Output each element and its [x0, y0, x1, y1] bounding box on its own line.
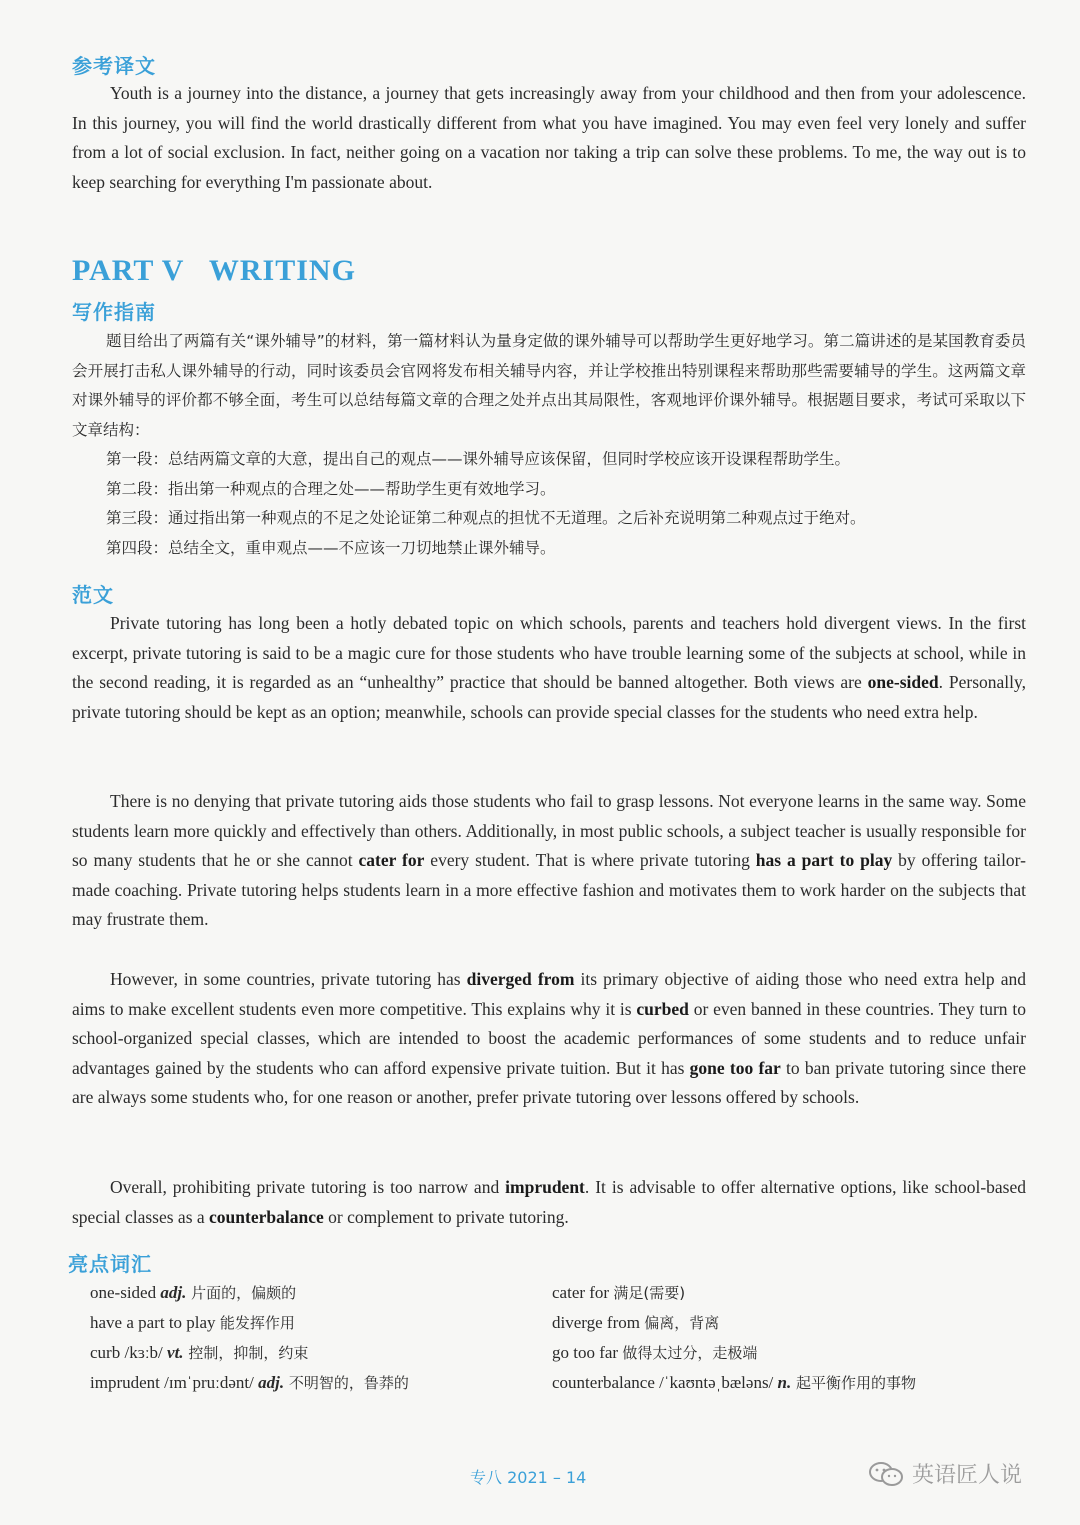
writing-guide-step: 第二段：指出第一种观点的合理之处——帮助学生更有效地学习。	[106, 479, 556, 498]
vocabulary-item	[90, 1368, 560, 1398]
writing-guide-step: 第三段：通过指出第一种观点的不足之处论证第二种观点的担忧不无道理。之后补充说明第二种观点过于绝对。	[106, 509, 866, 527]
vocab-meaning: 片面的，偏颇的	[186, 1284, 297, 1302]
writing-guide-body	[72, 327, 1026, 563]
vocab-term: diverge from	[552, 1313, 645, 1332]
vocabulary-item	[552, 1368, 1022, 1398]
vocabulary-item	[90, 1278, 560, 1308]
essay-text: . It is advisable to offer alternative options, like school-based special classes as a	[72, 1177, 1026, 1227]
vocab-phonetic: /kɜːb/	[124, 1343, 168, 1362]
vocab-pos: adj.	[160, 1283, 187, 1302]
vocabulary-item	[552, 1278, 1022, 1308]
essay-text: or complement to private tutoring.	[323, 1206, 569, 1227]
vocab-term: cater for	[552, 1283, 614, 1302]
page-number: 专八 2021 – 14	[470, 1468, 587, 1487]
essay-text: Private tutoring has long been a hotly debated topic on which schools, parents and teachers hold divergent views. In the first excerpt, private tutoring is said to be a magic cure for those students who have trouble learning some of the subjects at school, while in the second reading, it is regarded as an “unhealthy” practice that should be banned altogether. Both views are	[72, 613, 1026, 692]
highlight-phrase: gone too far	[689, 1057, 781, 1078]
vocabulary-heading: 亮点词汇	[68, 1252, 152, 1276]
vocabulary-item	[90, 1308, 560, 1338]
vocab-term: one-sided	[90, 1283, 161, 1302]
vocab-pos: vt.	[167, 1343, 184, 1362]
vocab-meaning: 起平衡作用的事物	[791, 1374, 917, 1392]
vocab-term: go too far	[552, 1343, 623, 1362]
highlight-phrase: one-sided	[867, 672, 939, 692]
essay-text: There is no denying that private tutoring aids those students who fail to grasp lessons. Not everyone learns in the same way. Some students learn more quickly and effectively than others. Additionally, in most public schools, a subject teacher is usually responsible for so many students that he or she cannot	[72, 791, 1026, 870]
essay-text: every student. That is where private tutoring	[424, 850, 756, 870]
essay-paragraph-1	[72, 609, 1026, 727]
writing-guide-step: 第四段：总结全文，重申观点——不应该一刀切地禁止课外辅导。	[106, 538, 556, 557]
vocab-term: have a part to play	[90, 1313, 220, 1332]
vocab-phonetic: /ɪmˈpruːdənt/	[164, 1373, 259, 1392]
essay-text: its primary objective of aiding those who need extra help and aims to make excellent students even more competitive. This explains why it is	[72, 969, 1026, 1019]
essay-paragraph-3	[72, 965, 1026, 1113]
vocab-meaning: 偏离，背离	[644, 1314, 720, 1332]
reference-translation-heading: 参考译文	[72, 54, 156, 78]
vocab-meaning: 不明智的，鲁莽的	[284, 1374, 409, 1392]
vocabulary-item	[552, 1308, 1022, 1338]
highlight-phrase: has a part to play	[755, 850, 893, 870]
essay-text: by offering tailor-made coaching. Private tutoring helps students learn in a more effective fashion and motivates them to work harder on the subjects that may frustrate them.	[72, 850, 1026, 929]
highlight-phrase: cater for	[358, 850, 425, 870]
vocab-meaning: 做得太过分，走极端	[622, 1344, 758, 1362]
writing-guide-heading: 写作指南	[72, 300, 156, 324]
vocabulary-column-left	[90, 1278, 560, 1398]
vocab-meaning: 满足(需要)	[613, 1284, 686, 1302]
essay-text: . Personally, private tutoring should be kept as an option; meanwhile, schools can provide special classes for the students who need extra help.	[72, 672, 1026, 722]
highlight-phrase: counterbalance	[209, 1206, 324, 1227]
essay-paragraph-2	[72, 787, 1026, 935]
vocab-phonetic: /ˈkaʊntəˌbæləns/	[659, 1373, 778, 1392]
vocab-term: counterbalance	[552, 1373, 660, 1392]
vocab-pos: adj.	[258, 1373, 285, 1392]
vocab-term: imprudent	[90, 1373, 165, 1392]
writing-guide-intro: 题目给出了两篇有关“课外辅导”的材料，第一篇材料认为量身定做的课外辅导可以帮助学生更好地学习。第二篇讲述的是某国教育委员会开展打击私人课外辅导的行动，同时该委员会官网将发布相关辅导内容，并让学校推出特别课程来帮助那些需要辅导的学生。这两篇文章对课外辅导的评价都不够全面，考生可以总结每篇文章的合理之处并点出其局限性，客观地评价课外辅导。根据题目要求，考试可采取以下文章结构：	[72, 332, 1026, 439]
watermark	[868, 1458, 1022, 1489]
vocab-term: curb	[90, 1343, 125, 1362]
highlight-phrase: curbed	[636, 998, 689, 1019]
essay-text: However, in some countries, private tutoring has	[110, 969, 467, 989]
reference-translation-paragraph: Youth is a journey into the distance, a journey that gets increasingly away from your childhood and then from your adolescence. In this journey, you will find the world drastically different from what you have imagined. You may even feel very lonely and suffer from a lot of social exclusion. In fact, neither going on a vacation nor taking a trip can solve these problems. To me, the way out is to keep searching for everything I'm passionate about.	[72, 83, 1026, 192]
essay-text: Overall, prohibiting private tutoring is too narrow and	[110, 1177, 506, 1197]
watermark-text: 英语匠人说	[912, 1463, 1023, 1488]
vocabulary-item	[90, 1338, 560, 1368]
part-title: PART V WRITING	[72, 254, 356, 287]
writing-guide-step: 第一段：总结两篇文章的大意，提出自己的观点——课外辅导应该保留，但同时学校应该开设课程帮助学生。	[106, 450, 851, 468]
essay-text: to ban private tutoring since there are always some students who, for one reason or another, prefer private tutoring over lessons offered by schools.	[72, 1057, 1026, 1107]
sample-essay-heading: 范文	[72, 583, 114, 607]
essay-text: or even banned in these countries. They turn to school-organized special classes, which are intended to boost the academic performances of some students and to reduce unfair advantages gained by the students who can afford expensive private tuition. But it has	[72, 998, 1026, 1078]
vocab-meaning: 能发挥作用	[219, 1314, 295, 1332]
highlight-phrase: diverged from	[466, 969, 575, 989]
vocabulary-item	[552, 1338, 1022, 1368]
wechat-icon	[868, 1461, 904, 1487]
essay-paragraph-4	[72, 1173, 1026, 1232]
vocab-pos: n.	[777, 1373, 792, 1392]
vocabulary-column-right	[552, 1278, 1022, 1398]
vocab-meaning: 控制，抑制，约束	[183, 1344, 309, 1362]
highlight-phrase: imprudent	[505, 1177, 585, 1197]
